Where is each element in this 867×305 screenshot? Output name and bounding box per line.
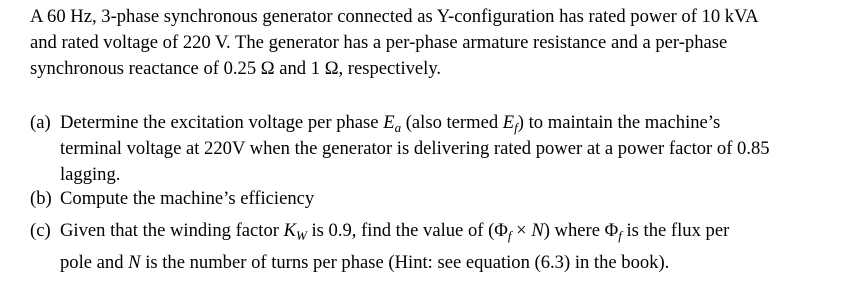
question-part-a [30,110,823,188]
part-a-sub-f: f [514,119,518,135]
question-part-b [30,186,823,212]
question-part-c [30,218,823,276]
part-c-phi-sub-1: f [507,227,512,243]
part-c-var-n-2: N [128,252,141,273]
part-b-label: (b) [30,188,52,209]
statement-line-3: synchronous reactance of 0.25 Ω and 1 Ω, respectively. [30,58,442,79]
part-c-line-2a: pole and [60,252,129,273]
part-c-phi-sub-2: f [618,227,622,243]
statement-line-2: and rated voltage of 220 V. The generator has a per-phase armature resistance and a per-phase [30,32,728,53]
part-c-text-3: ) where [543,220,605,241]
part-c-text-4: is the flux per [621,220,730,241]
part-a-line-3: lagging. [60,164,121,185]
part-c-label: (c) [30,220,51,241]
part-c-sub-w: W [296,227,307,243]
part-c-line-2b: is the number of turns per phase (Hint: see equation (6.3) in the book). [140,252,670,273]
part-c-var-n: N [531,220,544,241]
part-a-sub-a: a [394,119,402,135]
part-c-text-2: is 0.9, find the value of ( [306,220,495,241]
part-a-label: (a) [30,112,51,133]
part-c-phi-2: Φ [604,220,619,241]
part-a-text-3: ) to maintain the machine’s [517,112,721,133]
part-c-text-1: Given that the winding factor [60,220,284,241]
part-a-text-2: (also termed [401,112,503,133]
part-c-times: × [511,220,532,241]
part-a-var-ef: E [502,112,515,133]
part-a-line-2: terminal voltage at 220V when the generator is delivering rated power at a power factor of 0.85 [60,138,770,159]
part-b-text: Compute the machine’s efficiency [60,188,315,209]
part-c-phi-1: Φ [494,220,508,241]
part-a-var-e: E [383,112,395,133]
problem-statement [30,4,850,82]
statement-line-1: A 60 Hz, 3-phase synchronous generator connected as Y-configuration has rated power of 10 kVA [30,6,759,27]
part-c-var-k: K [283,220,296,241]
part-a-text-1: Determine the excitation voltage per phase [60,112,384,133]
